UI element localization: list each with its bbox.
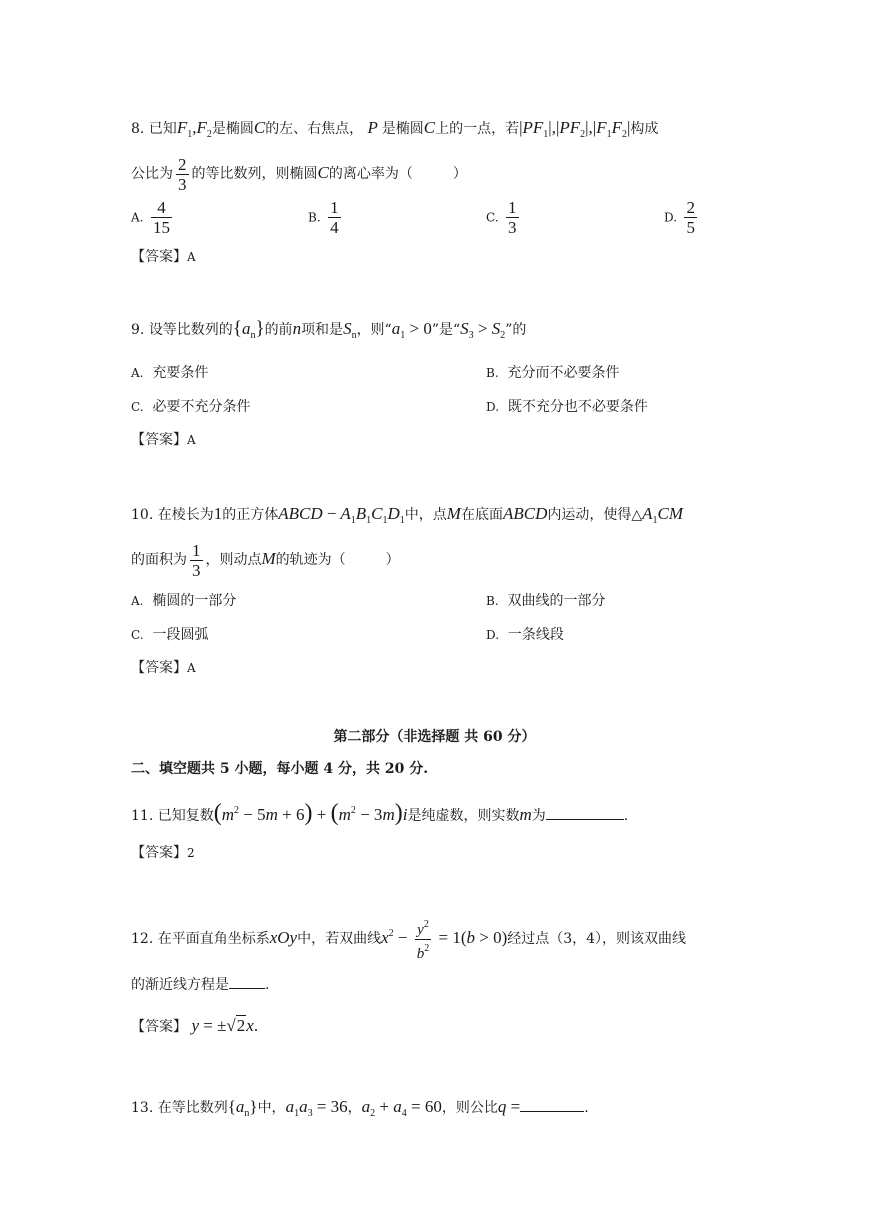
- option-fraction: [506, 198, 519, 237]
- q13-eq1: $a_1a_3 = 36$: [285, 1097, 348, 1119]
- q9-option-c: [131, 396, 250, 416]
- q10-text: 内运动，使得△: [547, 507, 643, 523]
- q9-condition-2: $S_3 > S_2$: [460, 319, 506, 341]
- q11-text: 是纯虚数，则实数: [407, 808, 520, 824]
- q8-text: 构成: [630, 121, 659, 137]
- answer-label: 【答案】: [131, 660, 187, 676]
- q13-line1: [131, 1097, 589, 1124]
- option-label: B.: [486, 366, 499, 380]
- fraction-numerator: 4: [151, 198, 172, 218]
- q11-number: 11.: [131, 808, 154, 824]
- q13-q: q =: [497, 1097, 521, 1116]
- q8-option-a: [131, 198, 175, 237]
- q11-blank[interactable]: [546, 805, 624, 820]
- q10-option-d: [486, 624, 564, 644]
- answer-value: A: [187, 433, 196, 447]
- q10-line2: [131, 540, 400, 580]
- q9-number: 9.: [131, 322, 145, 338]
- fraction-denominator: 3: [178, 174, 187, 194]
- q10-option-c: [131, 624, 208, 644]
- q10-base: ABCD: [502, 504, 548, 523]
- option-text: 一段圆弧: [152, 627, 209, 643]
- fraction-denominator: 5: [686, 218, 695, 237]
- option-label: A.: [131, 594, 144, 608]
- q10-option-a: [131, 590, 236, 610]
- option-text: 椭圆的一部分: [152, 593, 237, 609]
- option-label: D.: [664, 210, 678, 225]
- q10-text: ，则动点: [205, 552, 262, 568]
- q9-option-a: [131, 362, 208, 382]
- q12-line2: [131, 974, 269, 995]
- option-text: 既不充分也不必要条件: [507, 399, 648, 415]
- option-label: A.: [131, 366, 144, 380]
- q11-complex: $(m^2 - 5m + 6) + (m^2 - 3m)i$: [213, 800, 408, 826]
- q10-cube: ABCD − $A_1B_1C_1D_1$: [278, 504, 405, 526]
- q9-text: 项和是: [301, 322, 344, 338]
- option-label: C.: [486, 210, 499, 225]
- q10-option-b: [486, 590, 606, 610]
- q13-blank[interactable]: [520, 1097, 584, 1112]
- option-text: 一条线段: [507, 627, 564, 643]
- q9-answer: [131, 430, 196, 450]
- q12-answer-value: y = ±√2x.: [191, 1016, 259, 1035]
- option-fraction: [684, 198, 697, 237]
- q10-edge-length: 1: [213, 504, 223, 523]
- q10-text: 在底面: [460, 507, 503, 523]
- answer-value: A: [187, 661, 196, 675]
- q9-line1: [131, 319, 526, 346]
- q10-area-fraction: [190, 541, 203, 580]
- q8-text: 已知: [148, 121, 177, 137]
- q8-ellipse-c: C: [423, 118, 436, 137]
- q8-text: 是椭圆: [211, 121, 254, 137]
- q12-blank[interactable]: [229, 974, 265, 989]
- q11-line1: [131, 797, 628, 830]
- q8-line2: [131, 154, 467, 194]
- q9-sn: $S_n$: [343, 319, 357, 341]
- q10-text: 的轨迹为（: [275, 552, 346, 568]
- q13-number: 13.: [131, 1100, 154, 1116]
- q9-text: ”的: [505, 322, 527, 338]
- q11-m: m: [519, 805, 532, 824]
- option-text: 必要不充分条件: [152, 399, 251, 415]
- q8-point-p: P: [363, 118, 382, 137]
- option-label: D.: [486, 628, 500, 642]
- q8-text: 的离心率为（: [328, 166, 413, 182]
- q10-number: 10.: [131, 507, 154, 523]
- q9-sequence: $\{a_n\}$: [232, 318, 265, 341]
- q12-answer: [131, 1016, 258, 1037]
- fraction-denominator: 4: [330, 218, 339, 237]
- q9-text: 设等比数列的: [148, 322, 233, 338]
- q11-text: 已知复数: [157, 808, 214, 824]
- q8-text: 上的一点，若: [435, 121, 520, 137]
- option-text: 充分而不必要条件: [507, 365, 620, 381]
- q12-line1: [131, 912, 686, 963]
- q11-answer: [131, 843, 195, 863]
- fraction-numerator: 2: [686, 198, 695, 217]
- q8-text: ）: [452, 166, 467, 182]
- answer-label: 【答案】: [131, 845, 187, 861]
- fraction-numerator: 1: [508, 198, 517, 217]
- q11-text: 为: [531, 808, 546, 824]
- section-heading: 二、填空题共 5 小题，每小题 4 分，共 20 分.: [131, 761, 429, 777]
- q12-xoy: xOy: [269, 928, 298, 947]
- q12-text: 经过点（3，4），则该双曲线: [507, 931, 687, 947]
- q10-answer: [131, 658, 196, 678]
- answer-label: 【答案】: [131, 432, 187, 448]
- q12-text: 在平面直角坐标系: [157, 931, 270, 947]
- q9-text: ，则“: [356, 322, 392, 338]
- q13-text: 在等比数列: [157, 1100, 228, 1116]
- q10-text: 的正方体: [222, 507, 279, 523]
- fraction-denominator: 3: [508, 218, 517, 237]
- option-fraction: [151, 198, 172, 237]
- q8-option-b: [308, 198, 344, 237]
- q8-text: 的等比数列，则椭圆: [191, 166, 318, 182]
- q10-triangle: $A_1CM$: [642, 504, 684, 526]
- q8-text: 公比为: [131, 166, 173, 182]
- q9-text: ”是“: [431, 322, 461, 338]
- q13-text: 中，: [257, 1100, 286, 1116]
- q8-distances: $|PF_1|,|PF_2|,|F_1F_2|$: [519, 118, 631, 140]
- q8-ratio-fraction: [176, 155, 189, 194]
- q8-ellipse-c: C: [253, 118, 266, 137]
- q8-number: 8.: [131, 121, 145, 137]
- answer-value: A: [187, 250, 196, 264]
- fraction-numerator: 2: [178, 154, 187, 174]
- q13-text: ，则公比: [441, 1100, 498, 1116]
- option-text: 充要条件: [152, 365, 209, 381]
- option-fraction: [328, 198, 341, 237]
- q10-text: 中，点: [404, 507, 447, 523]
- fraction-numerator: 1: [330, 198, 339, 217]
- q12-number: 12.: [131, 931, 154, 947]
- q9-option-d: [486, 396, 648, 416]
- q12-text: 的渐近线方程是: [131, 977, 229, 993]
- fraction-numerator: 1: [192, 540, 201, 560]
- q9-condition-1: $a_1 > 0$: [391, 319, 432, 341]
- q13-eq2: $a_2 + a_4 = 60$: [361, 1097, 442, 1119]
- q8-text: 的左、右焦点，: [265, 121, 364, 137]
- q12-text: .: [265, 977, 270, 993]
- option-label: B.: [308, 210, 321, 225]
- option-label: C.: [131, 400, 144, 414]
- answer-label: 【答案】: [131, 1019, 187, 1035]
- q12-hyperbola: $x^2$ − $\frac{y^2}{b^2}$ = 1(b > 0): [381, 928, 507, 947]
- q9-n: n: [292, 319, 302, 338]
- q13-text: ，: [347, 1100, 362, 1116]
- answer-value: 2: [187, 846, 195, 860]
- q9-option-b: [486, 362, 620, 382]
- q8-foci: $F_1,F_2$: [176, 118, 212, 140]
- q12-text: 中，若双曲线: [297, 931, 382, 947]
- option-label: D.: [486, 400, 500, 414]
- option-label: B.: [486, 594, 499, 608]
- part2-title: 第二部分（非选择题 共 60 分）: [333, 729, 536, 745]
- q8-text: 是椭圆: [381, 121, 424, 137]
- answer-label: 【答案】: [131, 249, 187, 265]
- q10-point-m: M: [261, 549, 276, 568]
- q10-point-m: M: [446, 504, 461, 523]
- q8-answer: [131, 247, 196, 267]
- fraction-denominator: 3: [192, 560, 201, 580]
- q10-text: ）: [385, 552, 400, 568]
- q8-line1: [131, 118, 658, 145]
- option-text: 双曲线的一部分: [507, 593, 606, 609]
- q8-ellipse-c: C: [317, 163, 329, 182]
- q8-option-c: [486, 198, 522, 237]
- q9-text: 的前: [264, 322, 293, 338]
- option-label: A.: [131, 210, 144, 225]
- fraction-denominator: 15: [152, 218, 170, 237]
- q13-sequence: $\{a_n\}$: [227, 1097, 258, 1119]
- q10-text: 的面积为: [131, 552, 187, 568]
- q11-text: .: [623, 808, 629, 824]
- q13-text: .: [584, 1100, 589, 1116]
- option-label: C.: [131, 628, 144, 642]
- q8-option-d: [664, 198, 700, 237]
- q10-text: 在棱长为: [157, 507, 214, 523]
- q10-line1: [131, 504, 683, 531]
